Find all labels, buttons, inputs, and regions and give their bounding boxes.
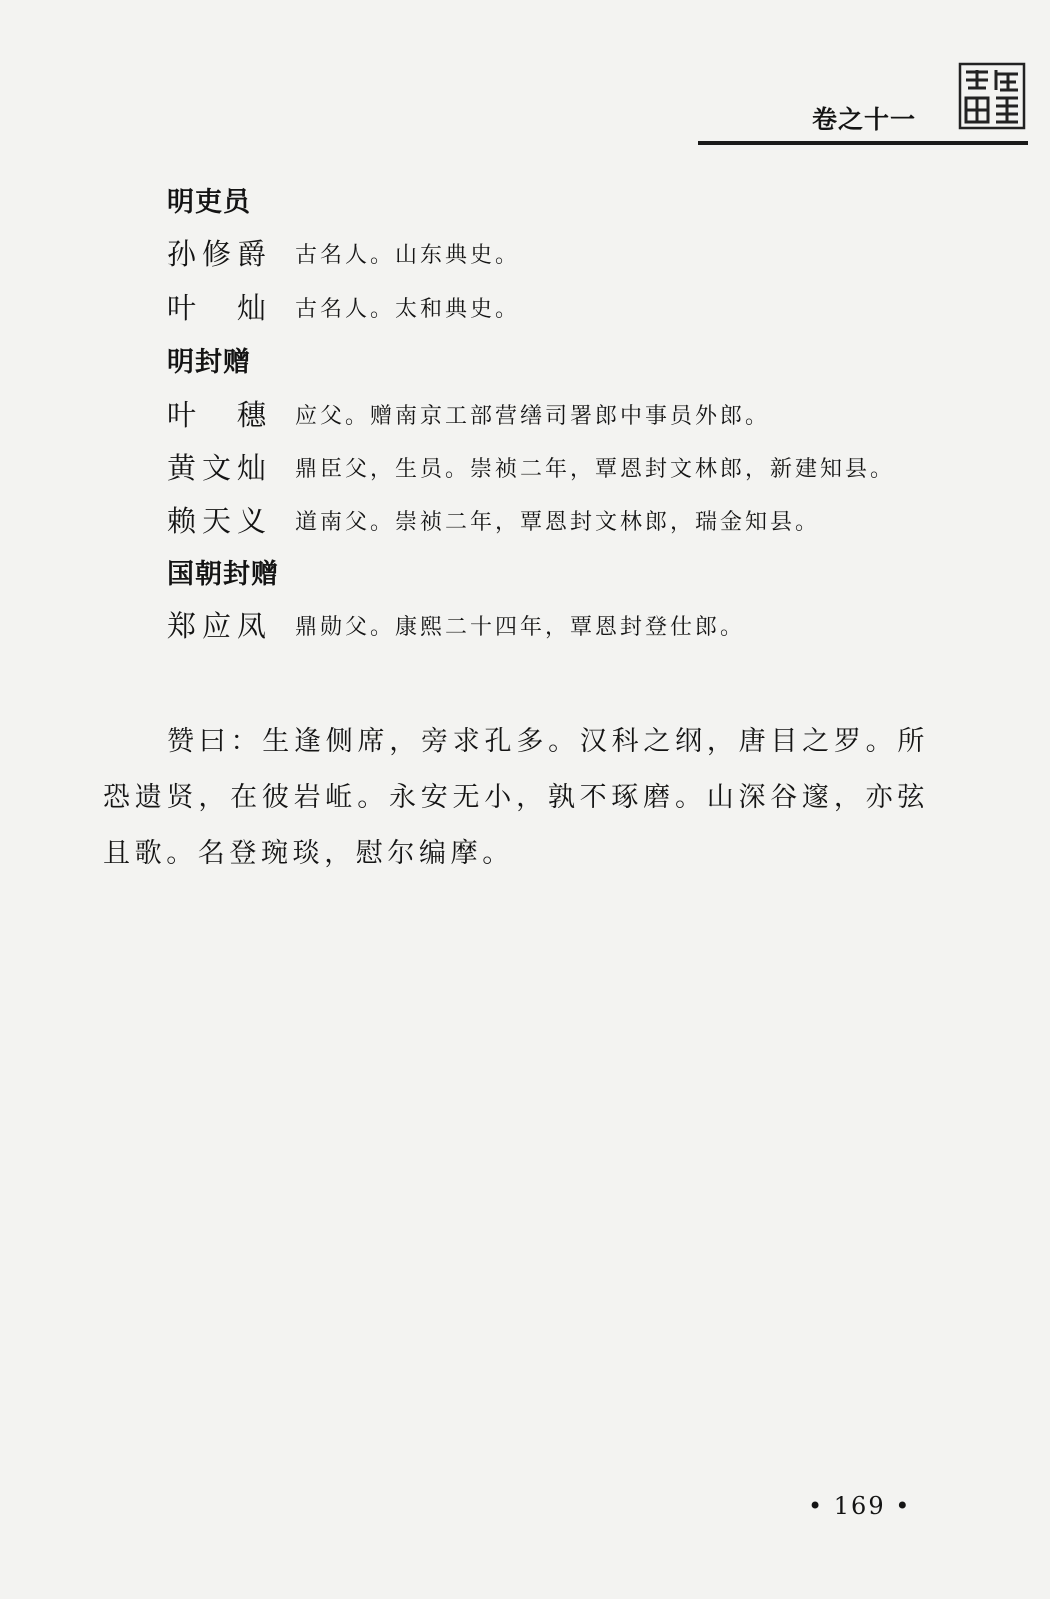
seal-stamp-icon [958,62,1026,130]
entry-name [167,604,267,645]
section-heading: 明封赠 [167,347,251,378]
entry-name [167,232,267,273]
name-char: 郑 [167,609,198,643]
name-char: 赖 [167,504,198,538]
entry-name [167,393,267,434]
entry-description: 鼎臣父，生员。崇祯二年，覃恩封文林郎，新建知县。 [295,457,896,482]
name-char: 灿 [236,451,267,485]
name-char: 义 [236,504,267,538]
entry-description: 鼎勋父。康熙二十四年，覃恩封登仕郎。 [295,615,746,640]
name-char: 爵 [236,237,267,271]
entry-name [167,286,267,327]
name-char: 灿 [236,291,267,325]
volume-title: 卷之十一 [812,105,917,134]
name-char: 穗 [236,398,267,432]
entry-description: 道南父。崇祯二年，覃恩封文林郎，瑞金知县。 [295,510,821,535]
eulogy-paragraph: 赞曰：生逢侧席，旁求孔多。汉科之纲，唐目之罗。所恐遗贤，在彼岩岴。永安无小，孰不琢磨。山深谷邃，亦弦且歌。名登琬琰，慰尔编摩。 [103,726,929,869]
page-number: • 169 • [808,1492,912,1520]
name-char: 黄 [167,451,198,485]
name-char: 文 [201,451,232,485]
name-char: 孙 [167,237,198,271]
header-rule [698,141,1028,145]
entry-description: 应父。赠南京工部营缮司署郎中事员外郎。 [295,404,771,429]
name-char: 修 [201,237,232,271]
name-char: 应 [201,609,232,643]
entry-description: 古名人。山东典史。 [295,243,521,268]
entry-description: 古名人。太和典史。 [295,297,521,322]
name-char: 天 [201,504,232,538]
entry-name [167,446,267,487]
name-char: 凤 [236,609,267,643]
entry-name [167,499,267,540]
section-heading: 国朝封赠 [167,559,279,590]
section-heading: 明吏员 [167,187,251,218]
name-char: 叶 [167,291,198,325]
name-char: 叶 [167,398,198,432]
